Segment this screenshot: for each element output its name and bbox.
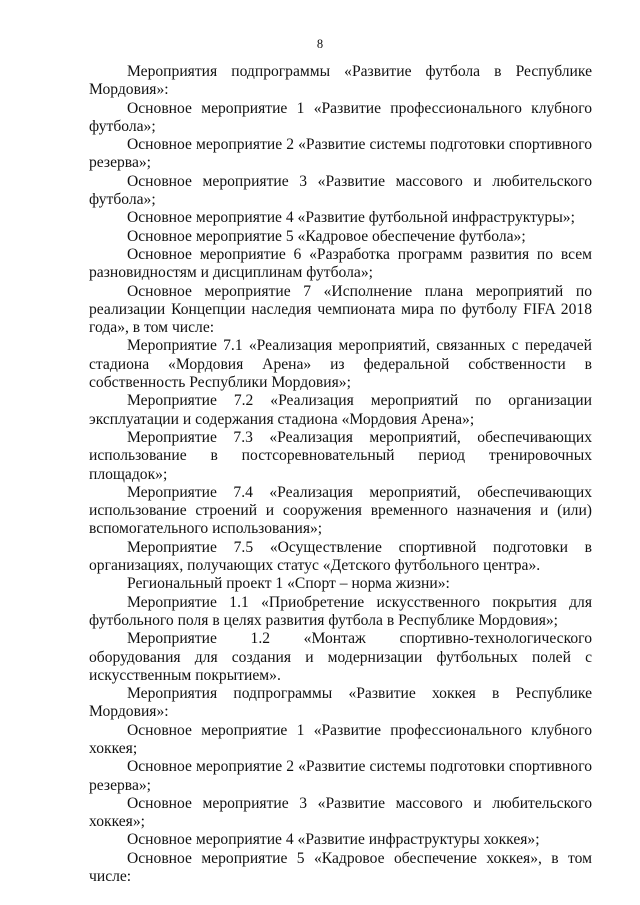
paragraph: Основное мероприятие 5 «Кадровое обеспечение футбола»; bbox=[127, 227, 526, 245]
paragraph: Основное мероприятие 5 «Кадровое обеспечение хоккея», в том числе: bbox=[89, 849, 592, 886]
paragraph: Основное мероприятие 3 «Развитие массового и любительского хоккея»; bbox=[89, 794, 592, 831]
paragraph: Основное мероприятие 1 «Развитие профессионального клубного хоккея; bbox=[89, 721, 592, 757]
page-number: 8 bbox=[316, 37, 324, 51]
paragraph: Мероприятия подпрограммы «Развитие футбола в Республике Мордовия»: bbox=[89, 63, 592, 99]
paragraph: Основное мероприятие 2 «Развитие системы подготовки спортивного резерва»; bbox=[89, 758, 592, 794]
paragraph: Мероприятие 1.1 «Приобретение искусственного покрытия для футбольного поля в целях развития футбола в Республике Мордовия»; bbox=[89, 593, 592, 629]
paragraph: Мероприятия подпрограммы «Развитие хоккея в Республике Мордовия»: bbox=[89, 685, 592, 721]
paragraph: Основное мероприятие 6 «Разработка программ развития по всем разновидностям и дисциплинам футбола»; bbox=[89, 245, 592, 282]
paragraph: Мероприятие 7.1 «Реализация мероприятий, связанных с передачей стадиона «Мордовия Арена» из федеральной собственности в собственность Республики Мордовия»; bbox=[89, 337, 592, 392]
paragraph: Основное мероприятие 4 «Развитие футбольной инфраструктуры»; bbox=[127, 209, 575, 227]
document-body bbox=[89, 63, 592, 886]
paragraph: Мероприятие 1.2 «Монтаж спортивно-технологического оборудования для создания и модернизации футбольных полей с искусственным покрытием». bbox=[89, 630, 592, 684]
paragraph: Основное мероприятие 7 «Исполнение плана мероприятий по реализации Концепции наследия чемпионата мира по футболу FIFA 2018 года», в том числе: bbox=[89, 282, 592, 337]
paragraph: Мероприятие 7.5 «Осуществление спортивной подготовки в организациях, получающих статус «Детского футбольного центра». bbox=[89, 538, 592, 575]
paragraph: Мероприятие 7.2 «Реализация мероприятий по организации эксплуатации и содержания стадиона «Мордовия Арена»; bbox=[89, 392, 592, 428]
paragraph: Мероприятие 7.4 «Реализация мероприятий, обеспечивающих использование строений и сооружения временного назначения и (или) вспомогательного использования»; bbox=[89, 483, 592, 538]
paragraph: Региональный проект 1 «Спорт – норма жизни»: bbox=[127, 575, 450, 593]
paragraph: Основное мероприятие 4 «Развитие инфраструктуры хоккея»; bbox=[127, 831, 540, 849]
paragraph: Основное мероприятие 1 «Развитие профессионального клубного футбола»; bbox=[89, 99, 592, 135]
paragraph: Мероприятие 7.3 «Реализация мероприятий, обеспечивающих использование в постсоревновательный период тренировочных площадок»; bbox=[89, 428, 592, 483]
paragraph: Основное мероприятие 2 «Развитие системы подготовки спортивного резерва»; bbox=[89, 136, 592, 172]
paragraph: Основное мероприятие 3 «Развитие массового и любительского футбола»; bbox=[89, 172, 592, 209]
